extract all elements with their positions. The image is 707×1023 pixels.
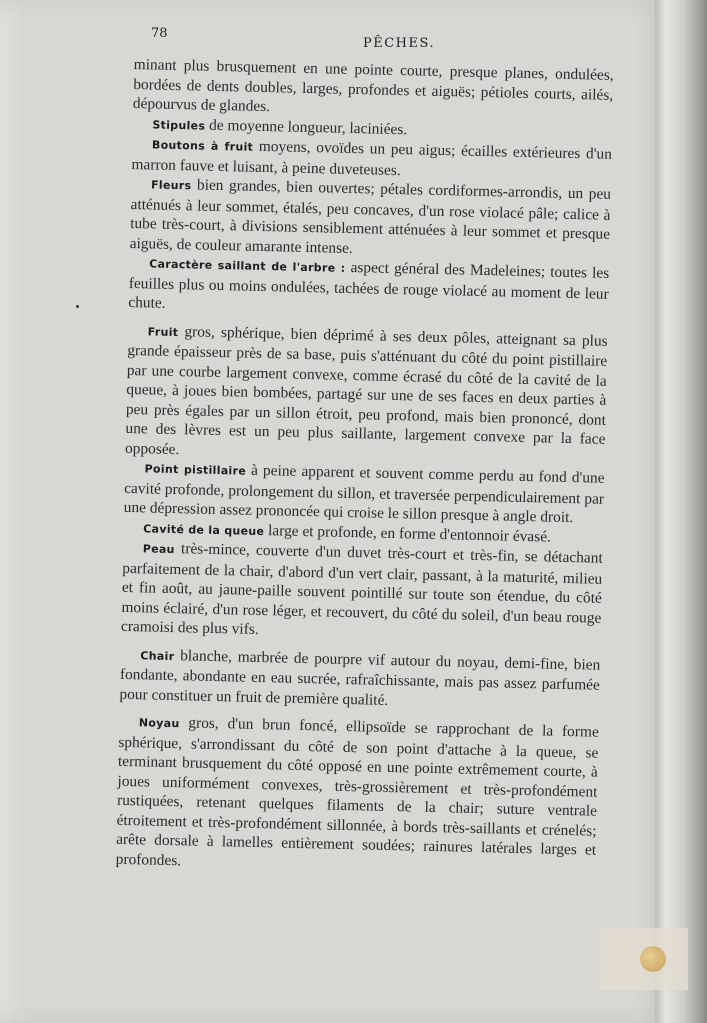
- paragraph-fleurs: [130, 174, 612, 264]
- term-label: Chair: [140, 648, 175, 663]
- ink-speck: [76, 305, 79, 308]
- paragraph-chair: [119, 644, 600, 714]
- paragraph-text: de moyenne longueur, laciniées.: [205, 116, 408, 138]
- paragraph-caractere: [128, 253, 609, 323]
- paragraph-text: large et profonde, en forme d'entonnoir évasé.: [264, 521, 552, 546]
- paragraph-noyau: [116, 712, 599, 880]
- paragraph-point-pistillaire: [124, 458, 605, 528]
- paragraph-text: minant plus brusquement en une pointe courte, presque planes, ondulées, bordées de dents doubles, larges, profondes et aiguës; pétioles courts, ailés, dépourvus de glandes.: [132, 55, 614, 116]
- term-label: Cavité de la queue: [143, 521, 265, 538]
- paragraph-text: à peine apparent et souvent comme perdu au fond d'une cavité profonde, prolongement du sillon, et traversée perpendiculairement par une dépression assez prononcée qui croise le sillon presque à angle droit.: [123, 461, 605, 527]
- page-body: [116, 55, 614, 880]
- book-edge: [655, 0, 707, 1023]
- paragraph-text: blanche, marbrée de pourpre vif autour du noyau, demi-fine, bien fondante, abondante en eau sucrée, rafraîchissante, mais pas assez parfumée pour constituer un fruit de première qualité.: [119, 646, 601, 709]
- term-label: Point pistillaire: [144, 462, 247, 478]
- paragraph-text: gros, d'un brun foncé, ellipsoïde se rapprochant de la forme sphérique, s'arrondissant du côté de son point d'attache à la queue, se terminant brusquement du côté opposé en une pointe extrêmement courte, à joues uniformément convexes, très-grossièrement et très-profondément rustiquées, retenant quelques filaments de la chair; suture ventrale étroitement et très-profondément sillonnée, à bords très-saillants et crénelés; arête dorsale à lamelles entièrement soudées; rainures latérales larges et profondes.: [115, 714, 599, 869]
- paragraph-text: bien grandes, bien ouvertes; pétales cordiformes-arrondis, un peu atténués à leur sommet, étalés, peu concaves, d'un rose violacé pâle; calice à tube très-court, à divisions sensiblement atténuées à leur sommet et presque aiguës, de couleur amarante intense.: [129, 176, 612, 257]
- paragraph-leaves-continuation: [133, 55, 614, 124]
- term-label: Caractère saillant de l'arbre :: [149, 257, 346, 275]
- paragraph-peau: [121, 538, 603, 647]
- term-label: Fruit: [147, 324, 179, 339]
- paragraph-text: très-mince, couverte d'un duvet très-court et très-fin, se détachant parfaitement de la chair, d'abord d'un vert clair, passant, à la maturité, milieu et fin août, au jaune-paille souvent pointillé sur toute son étendue, du côté moins éclairé, d'un rose léger, et recouvert, du côté du soleil, d'un beau rouge cramoisi des plus vifs.: [120, 540, 603, 638]
- term-label: Peau: [142, 542, 175, 557]
- paragraph-text: aspect général des Madeleines; toutes les feuilles plus ou moins ondulées, tachées de rouge violacé au moment de leur chute.: [128, 258, 610, 312]
- watermark-emblem: [640, 946, 666, 972]
- paragraph-text: moyens, ovoïdes un peu aigus; écailles extérieures d'un marron fauve et luisant, à peine duveteuses.: [131, 137, 613, 179]
- paragraph-fruit: [125, 320, 608, 468]
- corner-watermark: [600, 928, 688, 990]
- running-title: PÊCHES.: [363, 36, 436, 51]
- paragraph-text: gros, sphérique, bien déprimé à ses deux pôles, atteignant sa plus grande épaisseur près de sa base, puis s'atténuant du côté du point pistillaire par une courbe largement convexe, comme écrasé du côté de la cavité de la queue, à joues bien bombées, partagé sur une de ses faces en deux parties à peu près égales par un sillon étroit, peu profond, mais bien prononcé, dont une des lèvres est un peu plus saillante, largement convexe par la face opposée.: [124, 322, 608, 458]
- term-label: Stipules: [152, 117, 206, 133]
- term-label: Fleurs: [150, 178, 192, 193]
- term-label: Noyau: [138, 716, 180, 731]
- page-number: 78: [151, 26, 168, 41]
- term-label: Boutons à fruit: [151, 138, 254, 154]
- page-header: [148, 24, 628, 51]
